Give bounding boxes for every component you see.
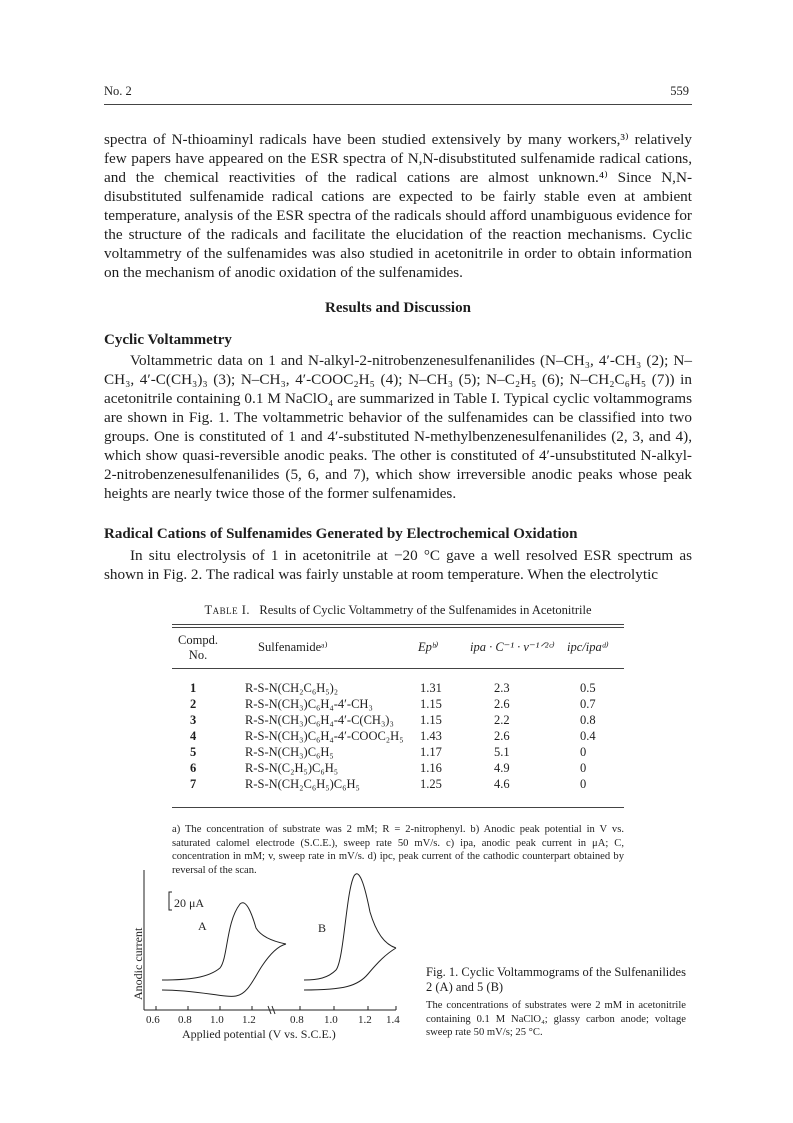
table-cell-ep: 1.15 — [420, 697, 442, 711]
table-cell-sulfenamide: R-S-N(CH₃)C₆H₄-4′-COOC₂H₅ — [245, 729, 404, 743]
journal-number: No. 2 — [104, 84, 132, 98]
table-cell-compd: 7 — [190, 777, 197, 791]
table-cell-ipa: 2.3 — [494, 681, 510, 695]
scale-bar-label: 20 μA — [174, 896, 205, 910]
table-cell-ratio: 0 — [580, 745, 587, 759]
table-cell-compd: 4 — [190, 729, 197, 743]
figure-caption-note: The concentrations of substrates were 2 mM in acetonitrile containing 0.1 M NaClO₄; glassy carbon anode; voltage sweep rate 50 mV/s; 25 °C. — [426, 1000, 686, 1038]
intro-paragraph: spectra of N-thioaminyl radicals have been studied extensively by many workers,³⁾ relatively few papers have appeared on the ESR spectra of N,N-disubstituted sulfenamide radical cations, and the chemical reactivities of the radical cations are almost unknown.⁴⁾ Since N,N-disubstituted sulfenamide radical cations are expected to be fairly stable even at ambient temperature, analysis of the ESR spectra of the radicals should afford unambiguous evidence for the structure of the radicals and facilitate the elucidation of the reaction mechanisms. Cyclic voltammetry of the sulfenamides was also studied in acetonitrile in order to obtain information on the mechanism of anodic oxidation of the sulfenamides. — [104, 131, 692, 281]
table-header-compd: Compd. No. — [178, 633, 218, 662]
x-tick-label: 1.0 — [210, 1014, 224, 1026]
subsection-title-radical-cations: Radical Cations of Sulfenamides Generated by Electrochemical Oxidation — [104, 526, 578, 542]
table-cell-ipa: 5.1 — [494, 745, 510, 759]
table-cell-ep: 1.17 — [420, 745, 442, 759]
table-caption-text: Results of Cyclic Voltammetry of the Sulfenamides in Acetonitrile — [259, 603, 592, 617]
x-tick-label: 0.8 — [290, 1014, 304, 1026]
voltammogram-a — [162, 903, 286, 997]
table-cell-ipa: 2.2 — [494, 713, 510, 727]
table-top-rule-2 — [172, 627, 624, 628]
table-cell-ratio: 0.8 — [580, 713, 596, 727]
table-bottom-rule — [172, 807, 624, 808]
figure-caption-title: Fig. 1. Cyclic Voltammograms of the Sulfenanilides 2 (A) and 5 (B) — [426, 965, 686, 994]
table-cell-sulfenamide: R-S-N(CH₃)C₆H₄-4′-CH₃ — [245, 697, 373, 711]
subsection-title-cyclic-voltammetry: Cyclic Voltammetry — [104, 332, 232, 348]
table-cell-sulfenamide: R-S-N(CH₂C₆H₅)₂ — [245, 681, 339, 695]
table-header-ipa: ipa · C⁻¹ · v⁻¹ᐟ²ᶜ⁾ — [470, 640, 555, 654]
scale-bar — [169, 892, 172, 910]
x-tick-label: 0.6 — [146, 1014, 160, 1026]
table-header-sulfenamide: Sulfenamideᵃ⁾ — [258, 640, 328, 654]
figure-caption — [426, 965, 686, 1040]
x-ticks — [156, 1006, 396, 1010]
section-title: Results and Discussion — [325, 300, 471, 316]
table-cell-sulfenamide: R-S-N(C₂H₅)C₆H₅ — [245, 761, 339, 775]
x-tick-label: 1.4 — [386, 1014, 400, 1026]
table-cell-compd: 1 — [190, 681, 197, 695]
x-tick-label: 1.2 — [242, 1014, 256, 1026]
table-cell-compd: 3 — [190, 713, 197, 727]
table-cell-sulfenamide: R-S-N(CH₃)C₆H₄-4′-C(CH₃)₃ — [245, 713, 394, 727]
table-footnote: a) The concentration of substrate was 2 mM; R = 2-nitrophenyl. b) Anodic peak potential in V vs. saturated calomel electrode (S.C.E.), sweep rate 50 mV/s. c) ipa, anodic peak current in μA; C, concentration in mM; v, sweep rate in mV/s. d) ipc, peak current of the cathodic counterpart obtained by reversal of the scan. — [172, 824, 624, 876]
x-tick-label: 1.0 — [324, 1014, 338, 1026]
x-axis-label: Applied potential (V vs. S.C.E.) — [182, 1027, 336, 1041]
table-cell-ratio: 0.7 — [580, 697, 596, 711]
table-cell-ep: 1.25 — [420, 777, 442, 791]
table-cell-ipa: 2.6 — [494, 697, 510, 711]
table-cell-ep: 1.16 — [420, 761, 442, 775]
curve-label-b: B — [318, 921, 327, 935]
table-cell-ipa: 2.6 — [494, 729, 510, 743]
table-cell-ep: 1.15 — [420, 713, 442, 727]
table-cell-ratio: 0 — [580, 777, 587, 791]
table-caption — [104, 603, 692, 618]
page-number: 559 — [670, 84, 689, 98]
x-tick-label: 0.8 — [178, 1014, 192, 1026]
y-axis-label: Anodic current — [131, 927, 145, 1000]
table-cell-compd: 6 — [190, 761, 197, 775]
table-cell-ep: 1.43 — [420, 729, 442, 743]
table-header-ep: Epᵇ⁾ — [418, 640, 439, 654]
table-cell-ratio: 0 — [580, 761, 587, 775]
table-cell-ipa: 4.9 — [494, 761, 510, 775]
table-caption-label: Table I. — [204, 603, 251, 617]
table-cell-compd: 2 — [190, 697, 197, 711]
table-cell-ratio: 0.5 — [580, 681, 596, 695]
table-header-ratio: ipc/ipaᵈ⁾ — [567, 640, 609, 654]
header-rule — [104, 104, 692, 105]
table-cell-sulfenamide: R-S-N(CH₂C₆H₅)C₆H₅ — [245, 777, 360, 791]
subsection-text-radical-cations: In situ electrolysis of 1 in acetonitrile at −20 °C gave a well resolved ESR spectrum as shown in Fig. 2. The radical was fairly unstable at room temperature. When the electrolytic — [104, 547, 692, 583]
figure-cyclic-voltammogram — [128, 862, 428, 1042]
table-header-rule — [172, 668, 624, 669]
table-cell-compd: 5 — [190, 745, 197, 759]
subsection-text-cyclic-voltammetry: Voltammetric data on 1 and N-alkyl-2-nitrobenzenesulfenanilides (N–CH₃, 4′-CH₃ (2); N–CH₃, 4′-C(CH₃)₃ (3); N–CH₃, 4′-COOC₂H₅ (4); N–CH₃ (5); N–C₂H₅ (6); N–CH₂C₆H₅ (7)) in acetonitrile containing 0.1 M NaClO₄ are summarized in Table I. Typical cyclic voltammograms are shown in Fig. 1. The voltammetric behavior of the sulfenamides can be classified into two groups. One is constituted of 1 and 4′-substituted N-methylbenzenesulfenanilides (2, 3, and 4), which show quasi-reversible anodic peaks. The other is constituted of 4′-unsubstituted N-alkyl-2-nitrobenzenesulfenanilides (5, 6, and 7), which show irreversible anodic peaks whose peak heights are nearly twice those of the former sulfenamides. — [104, 352, 692, 502]
table-cell-ratio: 0.4 — [580, 729, 596, 743]
curve-label-a: A — [198, 919, 207, 933]
table-top-rule — [172, 624, 624, 625]
table-cell-sulfenamide: R-S-N(CH₃)C₆H₅ — [245, 745, 334, 759]
table-cell-ipa: 4.6 — [494, 777, 510, 791]
x-tick-label: 1.2 — [358, 1014, 372, 1026]
table-cell-ep: 1.31 — [420, 681, 442, 695]
